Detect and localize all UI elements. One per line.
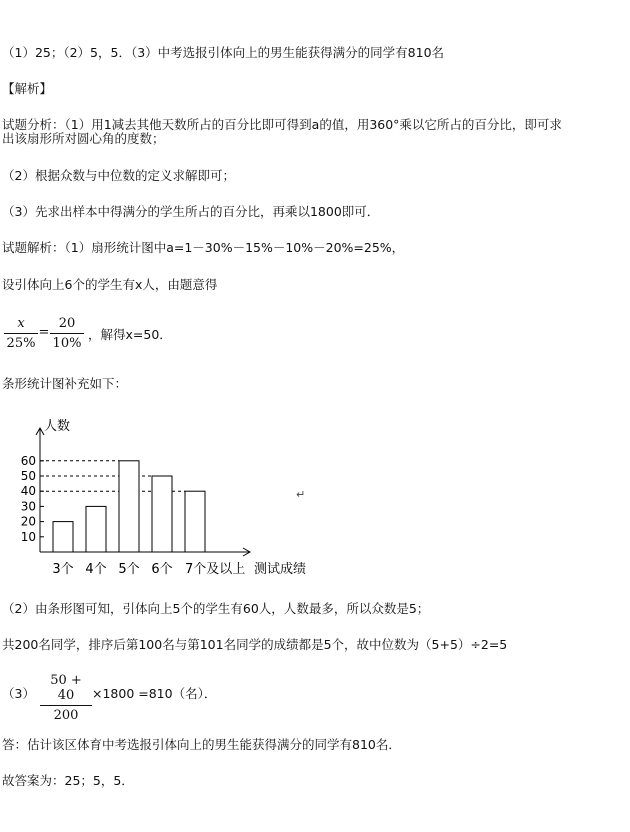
analysis-part1-line1: 试题分析：（1）用1减去其他天数所占的百分比即可得到a的值，用360°乘以它所占的百分比，即可求: [2, 117, 562, 132]
y-tick-label: 20: [20, 514, 36, 529]
solution-part1: 试题解析：（1）扇形统计图中a=1－30%－15%－10%－20%=25%，: [2, 240, 405, 255]
x-axis-label: 测试成绩: [254, 562, 307, 577]
equation-result: ，解得x=50．: [88, 327, 172, 342]
bar-intro: 条形统计图补充如下：: [2, 376, 128, 391]
x-tick-label: 7个及以上: [185, 562, 246, 577]
analysis-heading: 【解析】: [2, 81, 53, 96]
set-variable-line: 设引体向上6个的学生有x人，由题意得: [2, 277, 218, 292]
lhs-denominator: 25%: [4, 333, 38, 351]
y-tick-label: 10: [20, 529, 36, 544]
lhs-numerator: x: [17, 316, 25, 331]
x-tick-label: 6个: [151, 562, 173, 577]
rhs-numerator: 20: [58, 316, 76, 331]
return-mark: ↵: [296, 488, 306, 501]
answer-line: （1）25；（2）5，5．（3）中考选报引体向上的男生能获得满分的同学有810名: [2, 45, 445, 60]
analysis-part3: （3）先求出样本中得满分的学生所占的百分比，再乘以1800即可．: [2, 204, 380, 219]
solution-part2-line2: 共200名同学，排序后第100名与第101名同学的成绩都是5个，故中位数为（5+5）÷2=5: [2, 637, 508, 652]
rhs-fraction: [50, 316, 84, 351]
y-tick-label: 60: [20, 453, 36, 468]
calc-fraction: [40, 673, 92, 723]
analysis-part1-line2: 出该扇形所对圆心角的度数；: [2, 131, 165, 146]
conclusion: 答：估计该区体育中考选报引体向上的男生能获得满分的同学有810名．: [2, 737, 401, 752]
calc-denominator: 200: [40, 705, 92, 723]
calc-numerator: 50 + 40: [50, 673, 82, 703]
y-axis-label: 人数: [44, 419, 71, 434]
y-tick-label: 40: [20, 484, 36, 499]
bar-4: [152, 476, 172, 552]
final-answer: 故答案为：25；5，5．: [2, 773, 134, 788]
analysis-part2: （2）根据众数与中位数的定义求解即可；: [2, 168, 235, 183]
x-tick-label: 5个: [118, 562, 140, 577]
lhs-fraction: [4, 316, 38, 351]
x-tick-label: 4个: [85, 562, 107, 577]
y-tick-label: 30: [20, 499, 36, 514]
bar-5: [185, 491, 205, 552]
bar-2: [86, 506, 106, 552]
rhs-denominator: 10%: [50, 333, 84, 351]
x-tick-label: 3个: [52, 562, 74, 577]
calc-prefix: （3）: [2, 686, 35, 701]
solution-part2-line1: （2）由条形图可知，引体向上5个的学生有60人，人数最多，所以众数是5；: [2, 601, 430, 616]
bar-1: [53, 522, 73, 552]
equals-sign: =: [38, 325, 50, 340]
calc-suffix: ×1800 =810（名）．: [92, 686, 217, 701]
bar-3: [119, 461, 139, 552]
y-tick-label: 50: [20, 469, 36, 483]
bar-chart: [0, 410, 320, 580]
